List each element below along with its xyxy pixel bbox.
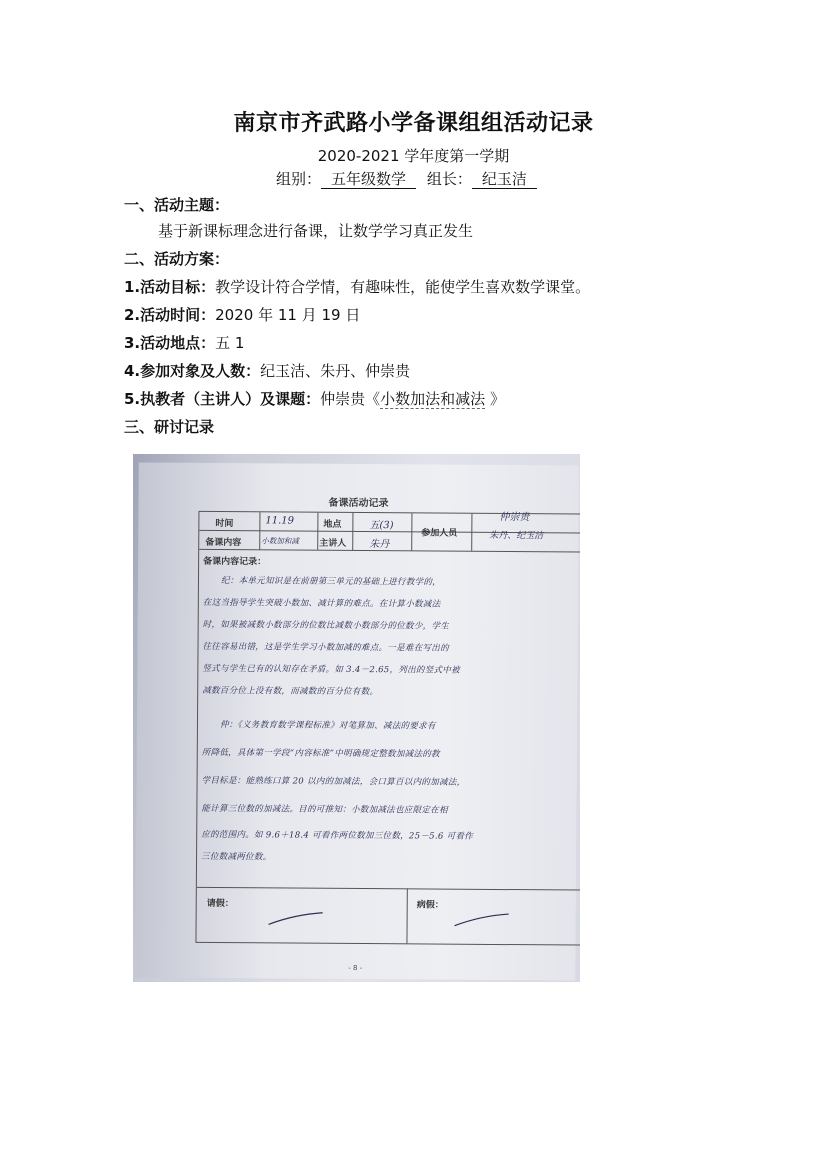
- hand-line: 竖式与学生已有的认知存在矛盾。如 3.4－2.65，列出的竖式中被: [202, 663, 460, 676]
- leave-label: 请假：: [206, 898, 234, 910]
- section-1-heading: 一、活动主题：: [124, 196, 230, 214]
- page-title: 南京市齐武路小学备课组组活动记录: [233, 111, 594, 136]
- item-4: [124, 360, 410, 381]
- leader-label: 组长：: [426, 170, 472, 188]
- page-number: - 8 -: [348, 963, 363, 973]
- grid-line: [411, 513, 412, 550]
- leader-value: 纪玉洁: [472, 170, 537, 189]
- grid-line: [352, 513, 353, 550]
- hand-line: 所降低，具体第一学段“内容标准”中明确规定整数加减法的教: [201, 747, 440, 760]
- time-label: 时间: [215, 519, 234, 530]
- grid-line: [406, 888, 407, 943]
- term-subtitle: 2020-2021 学年度第一学期: [317, 147, 510, 165]
- place-value: 五(3): [369, 520, 394, 532]
- hand-line: 应的范围内。如 9.6＋18.4 可看作两位数加三位数，25－5.6 可看作: [201, 829, 474, 842]
- group-value: 五年级数学: [321, 170, 416, 189]
- participants-label: 参加人员: [421, 528, 458, 539]
- item-4-text: 纪玉洁、朱丹、仲崇贵: [260, 362, 411, 380]
- speaker-label: 主讲人: [319, 538, 347, 549]
- sick-label: 病假：: [416, 900, 444, 911]
- item-3-label: 3.活动地点：: [124, 334, 216, 352]
- section-1-text: 基于新课标理念进行备课，让数学学习真正发生: [158, 222, 474, 240]
- hand-line: 仲：《义务教育数学课程标准》对笔算加、减法的要求有: [219, 720, 436, 732]
- hand-line: 时，如果被减数小数部分的位数比减数小数部分的位数少，学生: [202, 619, 450, 632]
- leave-signature-stroke: [267, 908, 327, 928]
- hand-line: 在这当指导学生突破小数加、减计算的难点。在计算小数减法: [202, 597, 441, 610]
- form-title: 备课活动记录: [328, 497, 389, 510]
- speaker-value: 朱丹: [369, 539, 390, 551]
- time-value: 11.19: [265, 515, 295, 527]
- participants-value-2: 朱丹、纪玉洁: [489, 530, 544, 542]
- item-2-text: 2020 年 11 月 19 日: [215, 306, 361, 324]
- content-label: 备课内容: [205, 537, 242, 549]
- hand-line: 能计算三位数的加减法。目的可推知：小数加减法也应限定在相: [201, 803, 448, 816]
- grid-line: [197, 887, 580, 891]
- record-paper: [135, 462, 579, 980]
- hand-line: 纪：本单元知识是在前册第三单元的基础上进行教学的，: [220, 576, 442, 588]
- grid-line: [471, 514, 472, 551]
- content-value: 小数加和减: [261, 536, 299, 546]
- place-label: 地点: [323, 519, 342, 530]
- item-2-label: 2.活动时间：: [124, 306, 216, 324]
- item-3: [124, 332, 244, 353]
- group-label: 组别：: [276, 170, 322, 188]
- record-photo: [133, 454, 580, 982]
- participants-value-1: 仲崇贵: [499, 511, 530, 524]
- item-1-label: 1.活动目标：: [124, 278, 216, 296]
- section-2-heading: 二、活动方案：: [124, 250, 230, 268]
- section-3-heading: 三、研讨记录: [124, 418, 215, 436]
- item-5-label: 5.执教者（主讲人）及课题：: [124, 390, 321, 408]
- item-3-text: 五 1: [215, 334, 245, 352]
- item-5: [124, 388, 505, 409]
- item-1-text: 教学设计符合学情，有趣味性，能使学生喜欢数学课堂。: [215, 278, 591, 296]
- sick-signature-stroke: [453, 910, 513, 930]
- grid-line: [199, 549, 580, 553]
- item-4-label: 4.参加对象及人数：: [124, 362, 261, 380]
- item-5-prefix: 仲崇贵《: [320, 390, 381, 408]
- group-info: [276, 168, 537, 189]
- item-5-suffix: 》: [485, 390, 505, 408]
- hand-line: 学目标是：能熟练口算 20 以内的加减法，会口算百以内的加减法，: [201, 775, 466, 788]
- hand-line: 往往容易出错，这是学生学习小数加减的难点。一是难在写出的: [202, 641, 449, 654]
- item-2: [124, 304, 360, 325]
- item-1: [124, 276, 590, 297]
- hand-line: 减数百分位上没有数，而减数的百分位有数。: [202, 685, 379, 698]
- hand-line: 三位数减两位数。: [201, 851, 272, 863]
- item-5-course: 小数加法和减法: [380, 390, 486, 408]
- record-form-grid: [195, 511, 580, 946]
- record-label: 备课内容记录：: [203, 556, 267, 568]
